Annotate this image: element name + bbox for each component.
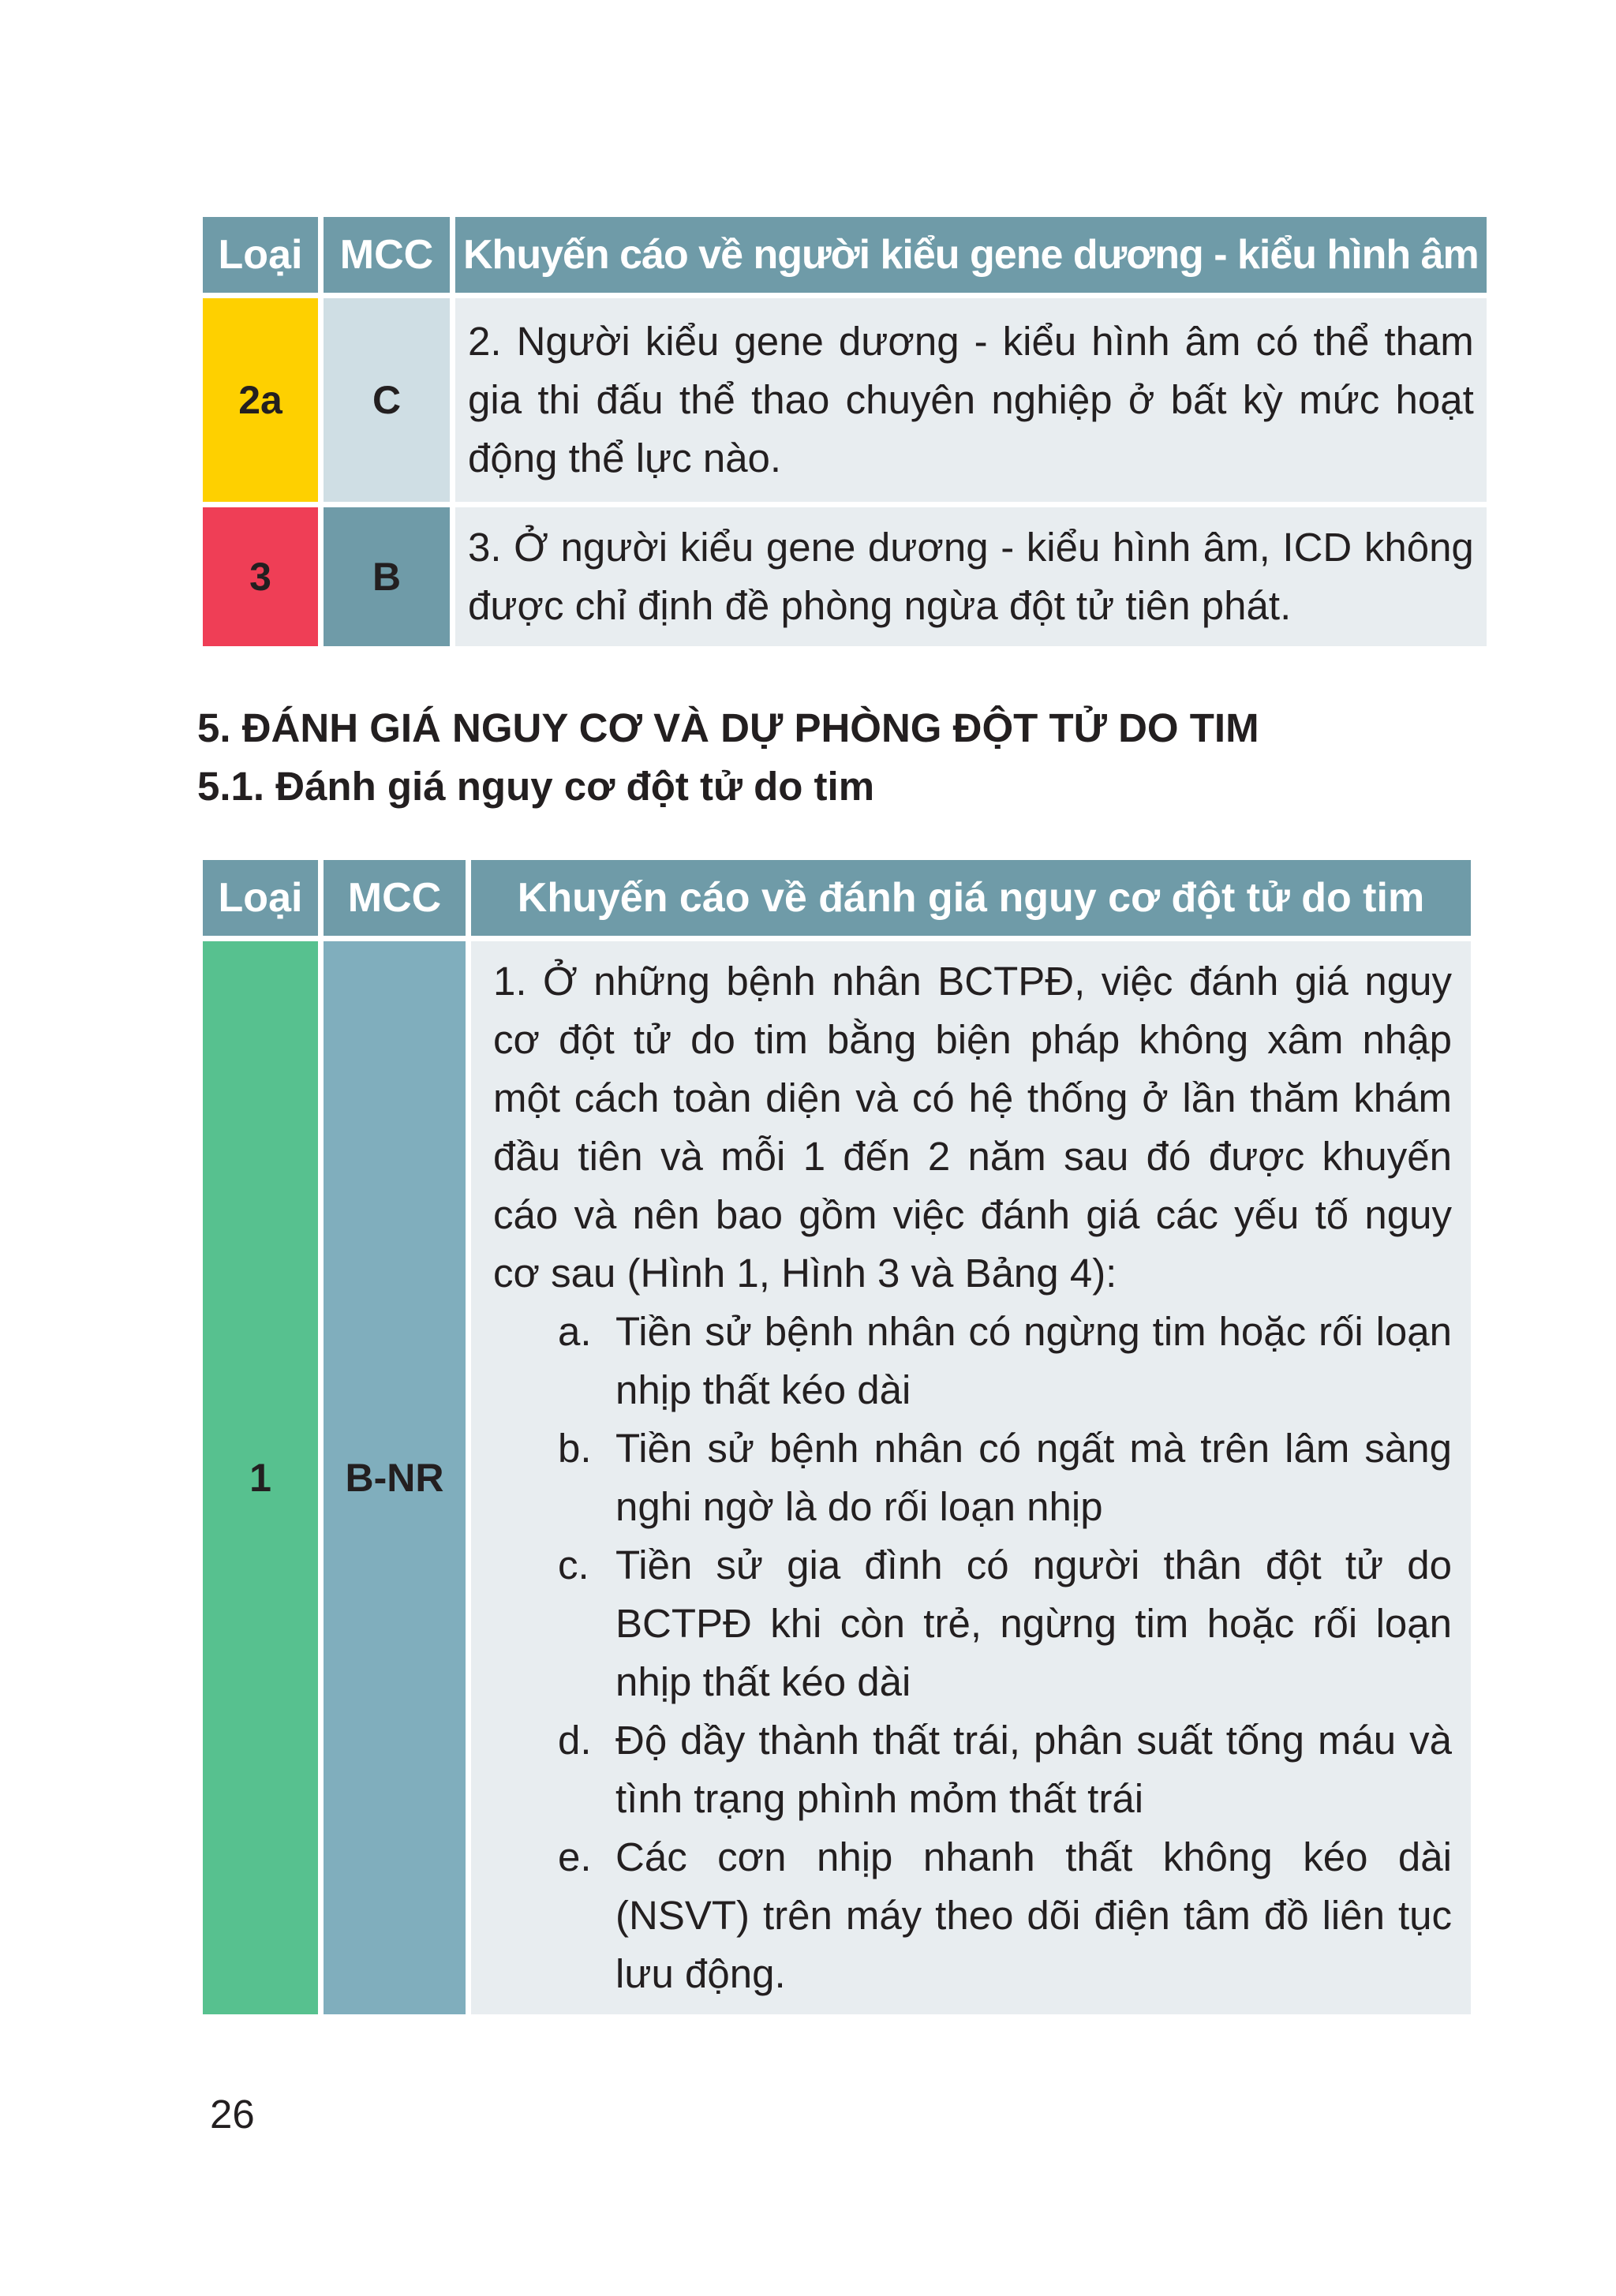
list-item-text: Tiền sử bệnh nhân có ngừng tim hoặc rối loạn nhịp thất kéo dài — [615, 1309, 1452, 1412]
list-item — [493, 1828, 1452, 2003]
header-recommendation: Khuyến cáo về người kiểu gene dương - kiểu hình âm — [455, 217, 1487, 293]
recommendation-intro: 1. Ở những bệnh nhân BCTPĐ, việc đánh giá nguy cơ đột tử do tim bằng biện pháp không xâm nhập một cách toàn diện và có hệ thống ở lần thăm khám đầu tiên và mỗi 1 đến 2 năm sau đó được khuyến cáo và nên bao gồm việc đánh giá các yếu tố nguy cơ sau (Hình 1, Hình 3 và Bảng 4): — [493, 959, 1452, 1296]
list-item-text: Các cơn nhịp nhanh thất không kéo dài (NSVT) trên máy theo dõi điện tâm đồ liên tục lưu động. — [615, 1834, 1452, 1996]
header-loai: Loại — [203, 217, 318, 293]
table-row — [203, 507, 1487, 646]
risk-factor-list — [493, 1303, 1452, 2003]
recommendation-text: 3. Ở người kiểu gene dương - kiểu hình âm, ICD không được chỉ định đề phòng ngừa đột tử tiên phát. — [455, 507, 1487, 646]
page-number: 26 — [210, 2092, 255, 2137]
table-row — [203, 941, 1471, 2014]
recommendation-cell — [471, 941, 1471, 2014]
loe-cell: C — [324, 298, 450, 502]
section-heading: 5. ĐÁNH GIÁ NGUY CƠ VÀ DỰ PHÒNG ĐỘT TỬ DO TIM — [197, 705, 1259, 750]
table-row — [203, 298, 1487, 502]
header-mcc: MCC — [324, 217, 450, 293]
list-item-text: Tiền sử gia đình có người thân đột tử do BCTPĐ khi còn trẻ, ngừng tim hoặc rối loạn nhịp thất kéo dài — [615, 1543, 1452, 1704]
list-item-marker: c. — [558, 1543, 589, 1587]
table-risk-assessment — [197, 854, 1476, 2020]
list-item-text: Độ dầy thành thất trái, phân suất tống máu và tình trạng phình mỏm thất trái — [615, 1718, 1452, 1821]
subsection-heading: 5.1. Đánh giá nguy cơ đột tử do tim — [197, 764, 875, 809]
header-loai: Loại — [203, 860, 318, 936]
loe-cell: B-NR — [324, 941, 466, 2014]
class-cell: 2a — [203, 298, 318, 502]
recommendation-text: 2. Người kiểu gene dương - kiểu hình âm có thể tham gia thi đấu thể thao chuyên nghiệp ở bất kỳ mức hoạt động thể lực nào. — [455, 298, 1487, 502]
loe-cell: B — [324, 507, 450, 646]
list-item-marker: b. — [558, 1426, 592, 1471]
list-item-marker: a. — [558, 1309, 592, 1354]
list-item-text: Tiền sử bệnh nhân có ngất mà trên lâm sàng nghi ngờ là do rối loạn nhịp — [615, 1426, 1452, 1529]
list-item — [493, 1419, 1452, 1536]
class-cell: 1 — [203, 941, 318, 2014]
header-mcc: MCC — [324, 860, 466, 936]
class-cell: 3 — [203, 507, 318, 646]
list-item-marker: e. — [558, 1834, 592, 1879]
list-item-marker: d. — [558, 1718, 592, 1763]
list-item — [493, 1536, 1452, 1711]
table-genotype-positive — [197, 211, 1492, 652]
list-item — [493, 1303, 1452, 1419]
list-item — [493, 1711, 1452, 1828]
header-recommendation: Khuyến cáo về đánh giá nguy cơ đột tử do tim — [471, 860, 1471, 936]
